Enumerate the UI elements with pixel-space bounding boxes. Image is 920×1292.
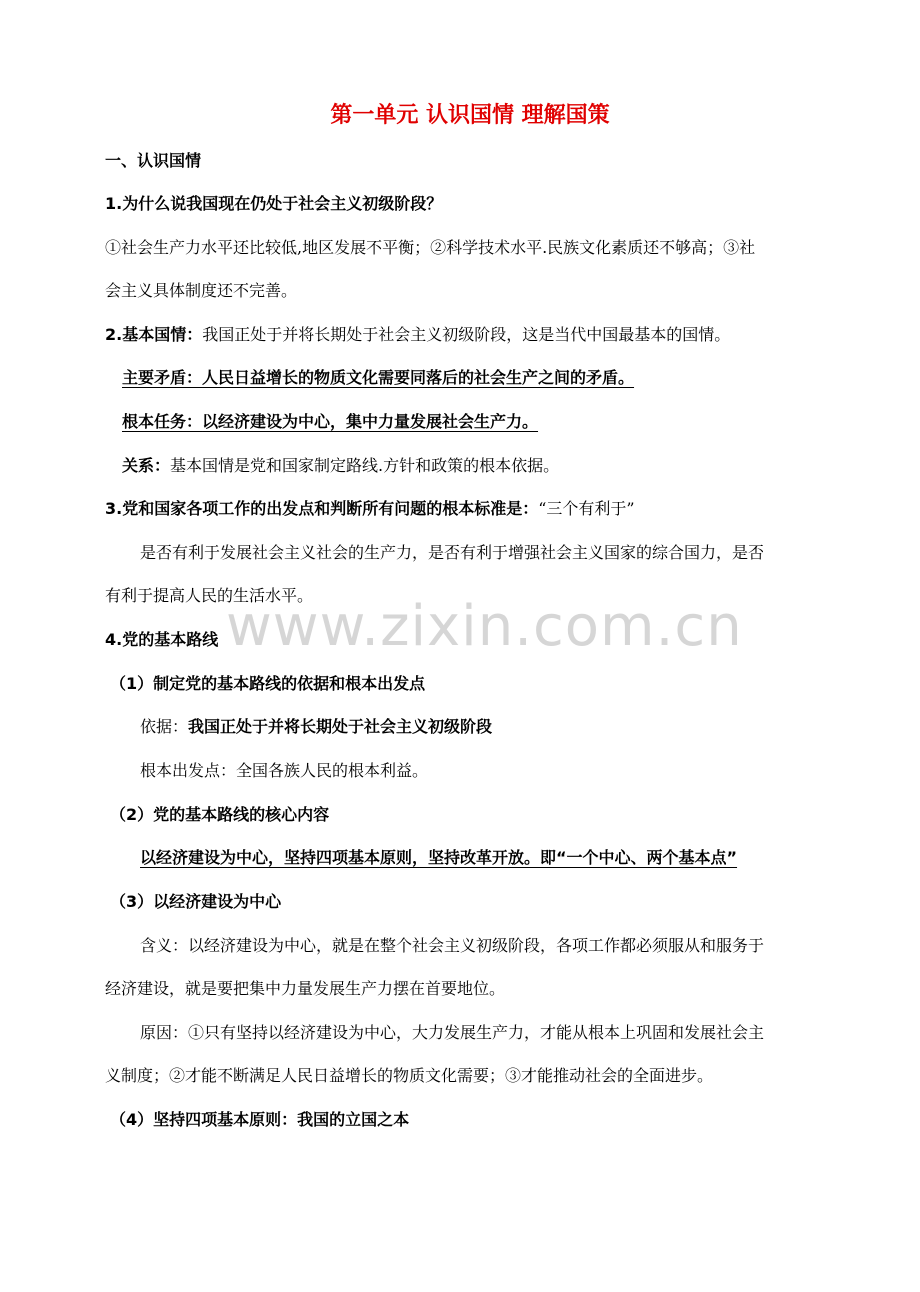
- relation-label: 关系：: [122, 456, 171, 475]
- paragraph-text: 含义：以经济建设为中心，就是在整个社会主义初级阶段，各项工作都必须服从和服务于: [140, 936, 765, 955]
- paragraph-text: 经济建设，就是要把集中力量发展生产力摆在首要地位。: [105, 979, 506, 998]
- watermark: www.zixin.com.cn: [226, 594, 743, 659]
- fundamental-task-label: 根本任务：: [122, 412, 203, 431]
- subheading-4: （4）坚持四项基本原则：我国的立国之本: [110, 1110, 410, 1129]
- main-contradiction-text: 人民日益增长的物质文化需要同落后的社会生产之间的矛盾。: [202, 368, 635, 387]
- question-heading-4: 4.党的基本路线: [105, 630, 219, 649]
- question-heading-3-text: 3.党和国家各项工作的出发点和判断所有问题的根本标准是：: [105, 499, 539, 518]
- basis-label: 依据：: [140, 717, 189, 736]
- main-contradiction: [122, 367, 852, 389]
- subheading-3: （3）以经济建设为中心: [110, 892, 282, 911]
- fundamental-task: [122, 411, 852, 433]
- relation: [122, 455, 852, 477]
- subheading-1: （1）制定党的基本路线的依据和根本出发点: [110, 674, 426, 693]
- core-content: 以经济建设为中心，坚持四项基本原则，坚持改革开放。即“一个中心、两个基本点”: [140, 848, 738, 867]
- relation-text: 基本国情是党和国家制定路线.方针和政策的根本依据。: [170, 456, 560, 475]
- answer-text: 会主义具体制度还不完善。: [105, 281, 298, 300]
- question-heading-3: [105, 498, 835, 520]
- page-title: 第一单元 认识国情 理解国策: [330, 103, 610, 128]
- answer-text: ①社会生产力水平还比较低,地区发展不平衡；②科学技术水平.民族文化素质还不够高；③社: [105, 238, 756, 257]
- paragraph-text: 原因：①只有坚持以经济建设为中心，大力发展生产力，才能从根本上巩固和发展社会主: [140, 1023, 765, 1042]
- starting-point: 根本出发点：全国各族人民的根本利益。: [140, 761, 429, 780]
- subheading-2: （2）党的基本路线的核心内容: [110, 805, 330, 824]
- three-benefits-quote: “三个有利于”: [538, 499, 635, 518]
- basic-condition-text: 我国正处于并将长期处于社会主义初级阶段，这是当代中国最基本的国情。: [202, 325, 731, 344]
- fundamental-task-text: 以经济建设为中心，集中力量发展社会生产力。: [202, 412, 539, 431]
- basis: [140, 716, 870, 738]
- basic-condition-paragraph: [105, 324, 835, 346]
- basic-condition-label: 2.基本国情：: [105, 325, 203, 344]
- paragraph-text: 义制度；②才能不断满足人民日益增长的物质文化需要；③才能推动社会的全面进步。: [105, 1066, 714, 1085]
- section-heading: 一、认识国情: [105, 151, 202, 170]
- paragraph-text: 是否有利于发展社会主义社会的生产力，是否有利于增强社会主义国家的综合国力，是否: [140, 543, 765, 562]
- main-contradiction-label: 主要矛盾：: [122, 368, 203, 387]
- question-heading-1: 1.为什么说我国现在仍处于社会主义初级阶段？: [105, 194, 443, 213]
- basis-text: 我国正处于并将长期处于社会主义初级阶段: [188, 717, 493, 736]
- paragraph-text: 有利于提高人民的生活水平。: [105, 586, 314, 605]
